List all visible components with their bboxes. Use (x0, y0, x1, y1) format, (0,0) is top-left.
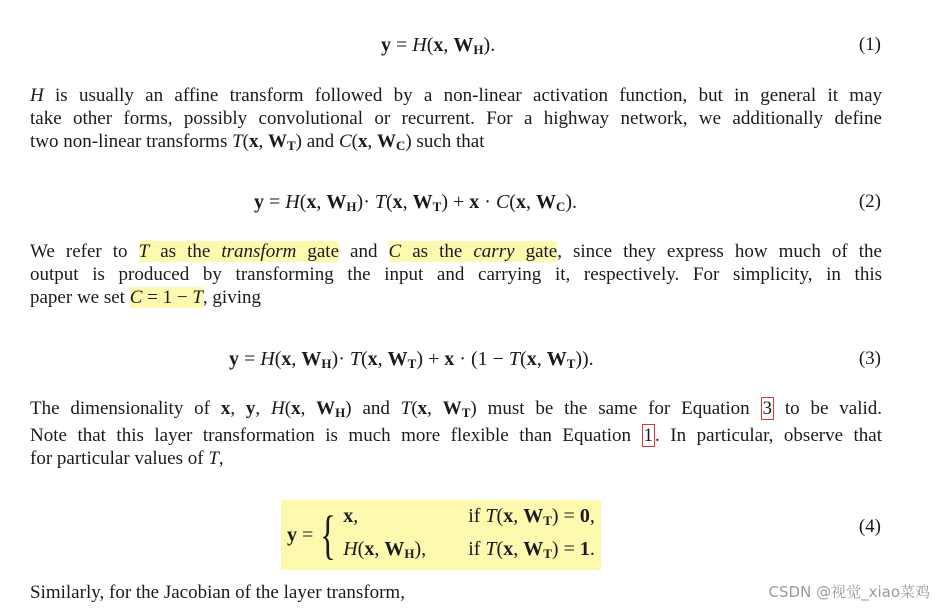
paragraph-4-line-1: Similarly, for the Jacobian of the layer transform, (30, 582, 405, 603)
equation-1-body: y = H(x, $W_H$). (381, 34, 496, 57)
equation-1-reference-link[interactable]: 1 (643, 425, 654, 446)
paragraph-2-line-1: We refer to T as the transform gate and C as the carry gate, since they express how much of the (30, 241, 882, 262)
equation-4-body (281, 500, 601, 570)
paragraph-2-line-3: paper we set C = 1 − T, giving (30, 287, 261, 308)
paragraph-3 (30, 397, 882, 470)
equation-4-number: (4) (858, 516, 881, 537)
paragraph-2 (30, 240, 882, 309)
equation-3-body: y = H(x, $W_H)\cdot T(x$, $W_T) + x \cdot (1 - T(x$, $W_T$)). (229, 348, 594, 371)
paragraph-1-line-1: H is usually an affine transform followed by a non-linear activation function, but in general it may (30, 85, 882, 106)
paragraph-3-line-3: for particular values of T, (30, 448, 224, 469)
paragraph-4 (30, 581, 882, 604)
paragraph-1-line-2: take other forms, possibly convolutional or recurrent. For a highway network, we additionally define (30, 108, 882, 129)
equation-2-body: y = H(x, $W_H)\cdot T(x$, $W_T) + x \cdot C(x$, $W_C$). (254, 191, 578, 214)
equation-4-case-1: x, if T(x, $W_T) = 0$, (343, 505, 595, 528)
paragraph-3-line-1: The dimensionality of x, y, H(x, $W_H$) and T(x, $W_T$) must be the same for Equation 3 to be valid. (30, 398, 883, 420)
equation-3-number: (3) (858, 348, 881, 369)
equation-1-number: (1) (858, 34, 881, 55)
left-brace-icon: { (320, 505, 337, 565)
paragraph-3-line-2: Note that this layer transformation is much more flexible than Equation 1 . In particular, observe that (30, 425, 883, 446)
equation-4-highlight: y = { x, if T(x, $W_T) = 0$, H(x, $W_H$), if T(x, $W_T) = 1$. (281, 500, 601, 570)
equation-4-case-2: H(x, $W_H$), if T(x, $W_T) = 1$. (343, 538, 595, 561)
paragraph-1 (30, 84, 882, 157)
equation-2-number: (2) (858, 191, 881, 212)
equation-3-reference-link[interactable]: 3 (762, 398, 773, 419)
paragraph-1-line-3: two non-linear transforms T(x, $W_T$) and C(x, $W_C$) such that (30, 131, 485, 153)
watermark: CSDN @视觉_xiao菜鸡 (768, 583, 930, 601)
paragraph-2-line-2: output is produced by transforming the input and carrying it, respectively. For simplicity, in this (30, 264, 882, 285)
